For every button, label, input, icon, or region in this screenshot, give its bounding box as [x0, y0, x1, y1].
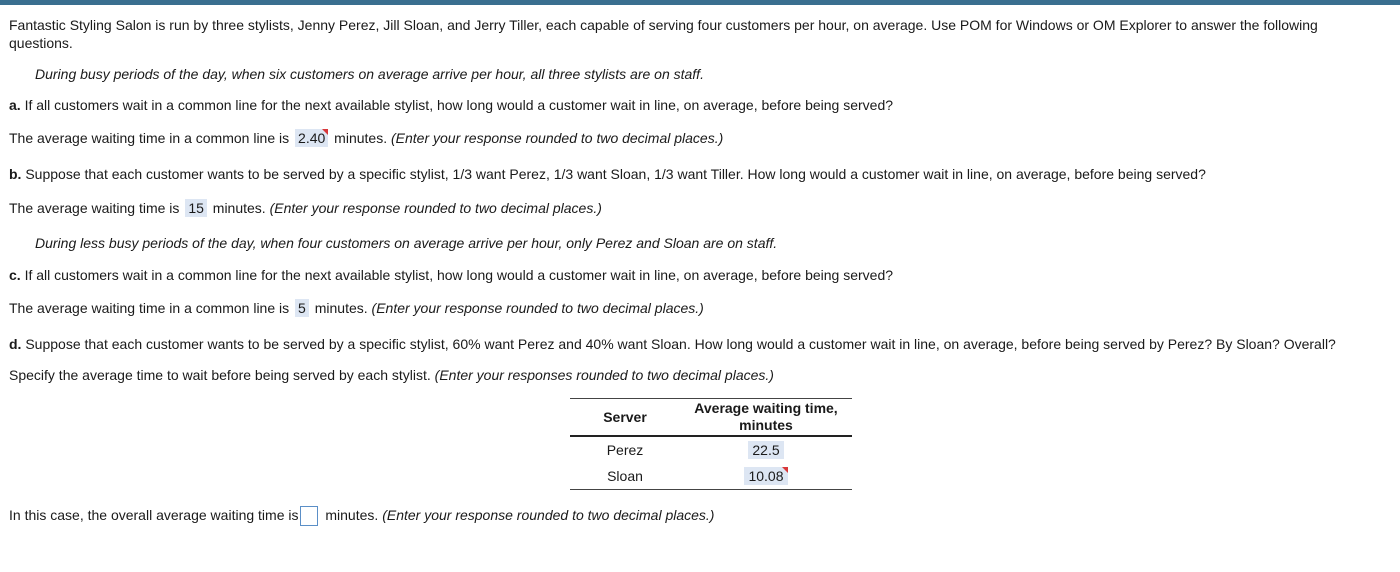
part-d-specify-instruction: (Enter your responses rounded to two decimal places.)	[434, 367, 774, 383]
part-c-answer-line	[9, 299, 704, 317]
table-row	[570, 463, 852, 490]
scenario-less-busy: During less busy periods of the day, when four customers on average arrive per hour, only Perez and Sloan are on staff.	[35, 235, 778, 251]
part-b-answer-unit: minutes.	[212, 200, 266, 216]
part-b-answer-prefix: The average waiting time is	[9, 200, 180, 216]
table-row	[570, 436, 852, 463]
scenario-busy: During busy periods of the day, when six customers on average arrive per hour, all three stylists are on staff.	[35, 66, 704, 82]
table-cell-time	[680, 463, 852, 490]
part-a-answer-unit: minutes.	[334, 130, 388, 146]
overall-instruction: (Enter your response rounded to two decimal places.)	[382, 507, 715, 523]
part-d-label: d.	[9, 336, 22, 352]
intro-text: Fantastic Styling Salon is run by three stylists, Jenny Perez, Jill Sloan, and Jerry Tiller, each capable of serving four customers per hour, on average. Use POM for Windows or OM Explorer to answer the following questions.	[9, 17, 1318, 51]
sloan-time-field[interactable]: 10.08	[744, 467, 787, 485]
part-c-answer-prefix: The average waiting time in a common line is	[9, 300, 290, 316]
overall-answer-input[interactable]	[300, 506, 318, 526]
table-cell-time	[680, 436, 852, 463]
top-accent-bar	[0, 0, 1400, 5]
part-b-label: b.	[9, 166, 22, 182]
part-b-question	[9, 165, 1206, 183]
table-cell-server: Sloan	[570, 463, 680, 490]
overall-unit: minutes.	[325, 507, 379, 523]
table-cell-server: Perez	[606, 442, 644, 458]
part-a-question	[9, 96, 893, 114]
part-a-answer-prefix: The average waiting time in a common line is	[9, 130, 290, 146]
part-a-label: a.	[9, 97, 21, 113]
part-d-question-text: Suppose that each customer wants to be served by a specific stylist, 60% want Perez and 40% want Sloan. How long would a customer wait in line, on average, before being served by Perez? By Sloan? Overall?	[25, 336, 1336, 352]
part-c-question	[9, 266, 893, 284]
part-c-answer-unit: minutes.	[314, 300, 368, 316]
table-header-time: Average waiting time, minutes	[680, 399, 852, 437]
waiting-time-table	[570, 398, 852, 490]
part-a-instruction: (Enter your response rounded to two decimal places.)	[390, 130, 724, 146]
part-d-specify	[9, 366, 774, 384]
part-a-question-text: If all customers wait in a common line for the next available stylist, how long would a customer wait in line, on average, before being served?	[24, 97, 894, 113]
part-c-answer-field[interactable]: 5	[295, 299, 309, 317]
part-d-specify-text: Specify the average time to wait before being served by each stylist.	[9, 367, 431, 383]
part-a-answer-field[interactable]: 2.40	[295, 129, 328, 147]
part-b-question-text: Suppose that each customer wants to be served by a specific stylist, 1/3 want Perez, 1/3 want Sloan, 1/3 want Tiller. How long would a customer wait in line, on average, before being served?	[25, 166, 1206, 182]
overall-prefix: In this case, the overall average waiting time is	[9, 507, 299, 523]
part-c-instruction: (Enter your response rounded to two decimal places.)	[371, 300, 704, 316]
part-b-answer-field[interactable]: 15	[185, 199, 207, 217]
part-b-answer-line	[9, 199, 602, 217]
part-d-question	[9, 335, 1336, 353]
perez-time-field[interactable]: 22.5	[748, 441, 783, 459]
table-header-server: Server	[570, 399, 680, 437]
part-b-instruction: (Enter your response rounded to two decimal places.)	[269, 200, 602, 216]
part-c-label: c.	[9, 267, 21, 283]
part-a-answer-line	[9, 129, 723, 147]
part-d-overall-line	[9, 506, 714, 526]
part-c-question-text: If all customers wait in a common line for the next available stylist, how long would a customer wait in line, on average, before being served?	[24, 267, 894, 283]
